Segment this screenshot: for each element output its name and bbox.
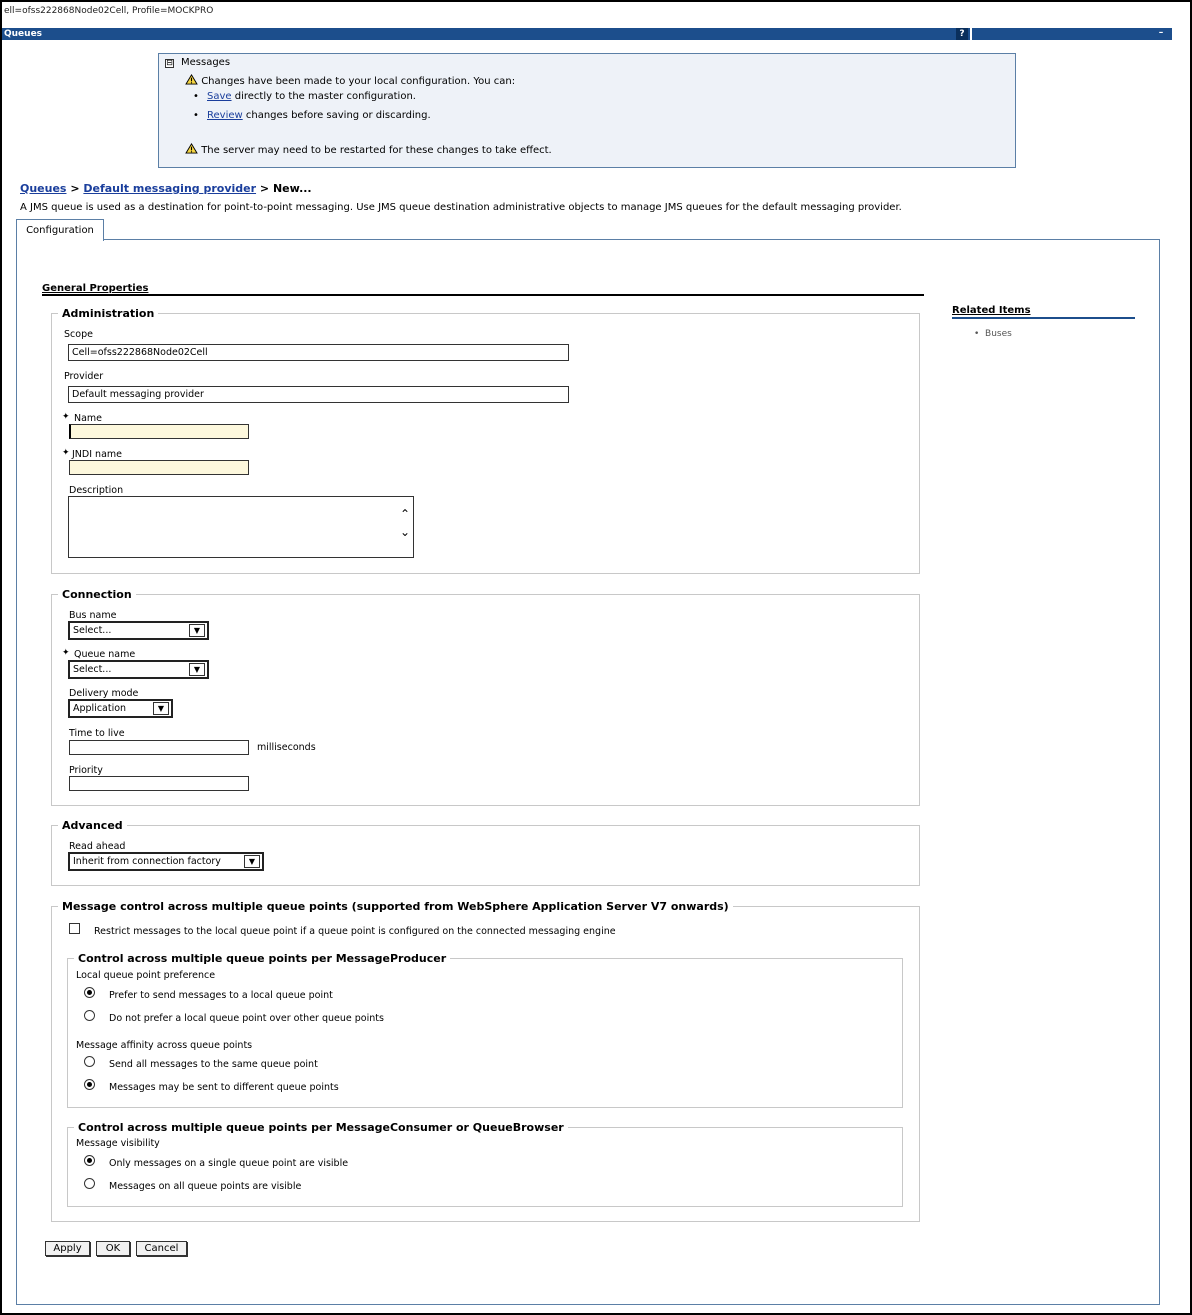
breadcrumb-separator: > <box>256 182 273 195</box>
same-queue-point-label: Send all messages to the same queue point <box>109 1059 318 1070</box>
bus-name-label: Bus name <box>69 610 117 621</box>
read-ahead-label: Read ahead <box>69 841 126 852</box>
minimize-icon[interactable]: – <box>1158 28 1164 38</box>
message-visibility-label: Message visibility <box>76 1138 160 1149</box>
advanced-legend: Advanced <box>62 819 123 832</box>
ok-button[interactable]: OK <box>96 1241 130 1256</box>
save-message <box>207 91 416 102</box>
queue-name-select[interactable] <box>68 660 209 679</box>
name-label: Name <box>74 413 103 424</box>
bus-name-select[interactable] <box>68 621 209 640</box>
general-properties-divider <box>42 294 924 296</box>
name-input[interactable] <box>69 424 249 439</box>
tab-configuration[interactable]: Configuration <box>16 219 104 241</box>
chevron-down-icon[interactable]: ▼ <box>153 702 169 715</box>
queue-name-label: Queue name <box>74 649 136 660</box>
scope-label: Scope <box>64 329 93 340</box>
time-to-live-input[interactable] <box>69 740 249 755</box>
provider-field: Default messaging provider <box>68 386 569 403</box>
scroll-down-icon[interactable]: ⌄ <box>399 525 411 539</box>
context-line: ell=ofss222868Node02Cell, Profile=MOCKPRO <box>4 6 214 16</box>
changes-text: Changes have been made to your local configuration. You can: <box>201 76 516 87</box>
portlet-title-bar <box>2 28 1172 40</box>
page-description: A JMS queue is used as a destination for point-to-point messaging. Use JMS queue destination administrative objects to manage JMS queues for the default messaging provider. <box>20 202 902 213</box>
collapse-icon[interactable]: ⊟ <box>166 58 173 67</box>
restart-message <box>185 143 552 156</box>
priority-label: Priority <box>69 765 103 776</box>
save-text: directly to the master configuration. <box>234 91 416 102</box>
changes-message <box>185 74 515 87</box>
different-queue-points-label: Messages may be sent to different queue points <box>109 1082 339 1093</box>
connection-legend: Connection <box>62 588 132 601</box>
required-marker-icon: ✦ <box>62 648 70 658</box>
textarea-scrollbar[interactable] <box>397 497 413 557</box>
chevron-down-icon[interactable]: ▼ <box>244 855 260 868</box>
messages-title: Messages <box>181 57 231 68</box>
restart-text: The server may need to be restarted for these changes to take effect. <box>201 145 552 156</box>
warning-icon <box>185 143 198 154</box>
read-ahead-value: Inherit from connection factory <box>73 856 221 867</box>
breadcrumb-current: New... <box>272 182 312 195</box>
title-bar-divider <box>970 28 972 40</box>
prefer-local-radio[interactable] <box>84 987 95 998</box>
help-icon[interactable]: ? <box>956 28 968 40</box>
different-queue-points-radio[interactable] <box>84 1079 95 1090</box>
restrict-local-queue-checkbox[interactable] <box>69 923 80 934</box>
delivery-mode-value: Application <box>73 703 127 714</box>
single-queue-point-radio[interactable] <box>84 1155 95 1166</box>
no-prefer-local-label: Do not prefer a local queue point over other queue points <box>109 1013 384 1024</box>
description-label: Description <box>69 485 124 496</box>
review-link[interactable]: Review <box>207 110 243 121</box>
breadcrumb <box>20 182 312 195</box>
local-queue-preference-label: Local queue point preference <box>76 970 216 981</box>
restrict-local-queue-label: Restrict messages to the local queue point if a queue point is configured on the connected messaging engine <box>94 926 616 937</box>
cancel-button[interactable]: Cancel <box>136 1241 187 1256</box>
breadcrumb-queues-link[interactable]: Queues <box>20 182 67 195</box>
review-text: changes before saving or discarding. <box>245 110 431 121</box>
queue-name-value: Select... <box>73 664 112 675</box>
review-message <box>207 110 431 121</box>
message-control-legend: Message control across multiple queue points (supported from WebSphere Application Server V7 onwards) <box>62 900 729 913</box>
breadcrumb-provider-link[interactable]: Default messaging provider <box>83 182 257 195</box>
consumer-control-legend: Control across multiple queue points per MessageConsumer or QueueBrowser <box>78 1121 564 1134</box>
save-link[interactable]: Save <box>207 91 232 102</box>
chevron-down-icon[interactable]: ▼ <box>189 624 205 637</box>
warning-icon <box>185 74 198 85</box>
time-to-live-label: Time to live <box>69 728 125 739</box>
related-items-divider <box>952 317 1135 319</box>
all-queue-points-label: Messages on all queue points are visible <box>109 1181 302 1192</box>
all-queue-points-radio[interactable] <box>84 1178 95 1189</box>
bus-name-value: Select... <box>73 625 112 636</box>
required-marker-icon: ✦ <box>62 412 70 422</box>
bullet: • <box>193 110 199 121</box>
scope-field: Cell=ofss222868Node02Cell <box>68 344 569 361</box>
bullet: • <box>974 329 980 339</box>
read-ahead-select[interactable] <box>68 852 264 871</box>
messages-box <box>158 53 1016 168</box>
chevron-down-icon[interactable]: ▼ <box>189 663 205 676</box>
message-affinity-label: Message affinity across queue points <box>76 1040 253 1051</box>
jndi-name-input[interactable] <box>69 460 249 475</box>
portlet-title: Queues <box>4 29 43 39</box>
related-item-label: Buses <box>985 329 1012 339</box>
scroll-up-icon[interactable]: ⌃ <box>399 507 411 521</box>
bullet: • <box>193 91 199 102</box>
provider-label: Provider <box>64 371 104 382</box>
single-queue-point-label: Only messages on a single queue point are visible <box>109 1158 349 1169</box>
related-items-heading: Related Items <box>952 305 1031 316</box>
apply-button[interactable]: Apply <box>45 1241 90 1256</box>
prefer-local-label: Prefer to send messages to a local queue point <box>109 990 333 1001</box>
general-properties-heading: General Properties <box>42 283 149 294</box>
priority-input[interactable] <box>69 776 249 791</box>
breadcrumb-separator: > <box>66 182 84 195</box>
same-queue-point-radio[interactable] <box>84 1056 95 1067</box>
related-item-buses[interactable] <box>974 329 1012 339</box>
producer-control-legend: Control across multiple queue points per MessageProducer <box>78 952 447 965</box>
time-to-live-unit: milliseconds <box>257 742 316 753</box>
delivery-mode-select[interactable] <box>68 699 173 718</box>
required-marker-icon: ✦ <box>62 448 70 458</box>
delivery-mode-label: Delivery mode <box>69 688 139 699</box>
no-prefer-local-radio[interactable] <box>84 1010 95 1021</box>
administration-legend: Administration <box>62 307 155 320</box>
description-textarea[interactable] <box>68 496 414 558</box>
jndi-name-label: JNDI name <box>72 449 122 460</box>
